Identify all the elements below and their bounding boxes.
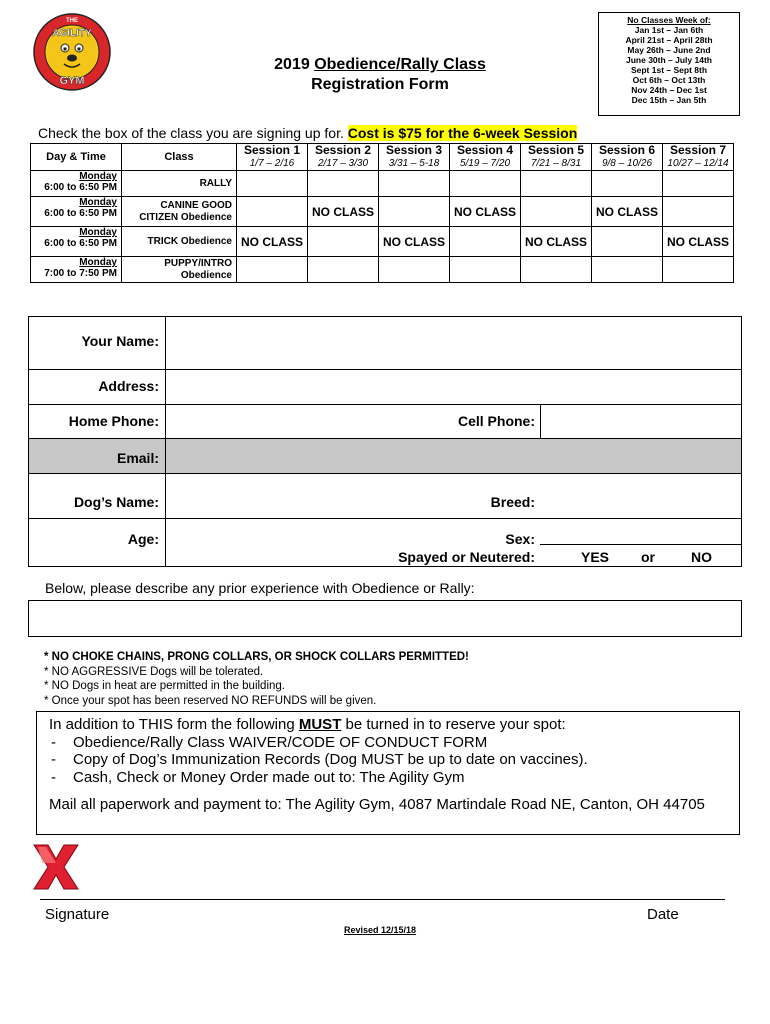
time-label: 6:00 to 6:50 PM xyxy=(44,208,117,219)
session-name: Session 1 xyxy=(243,143,301,157)
session-header-7 xyxy=(663,144,734,171)
address-field[interactable] xyxy=(166,370,741,404)
session-name: Session 5 xyxy=(527,143,585,157)
day-time-header: Day & Time xyxy=(31,144,122,171)
class-name-2: Obedience xyxy=(180,269,232,281)
time-label: 6:00 to 6:50 PM xyxy=(44,238,117,249)
session-checkbox-cell[interactable] xyxy=(308,171,379,197)
schedule-row-rally xyxy=(31,171,734,197)
session-checkbox-cell[interactable] xyxy=(308,227,379,257)
session-checkbox-cell[interactable] xyxy=(379,171,450,197)
session-name: Session 6 xyxy=(598,143,656,157)
logo-main-text: AGILITY xyxy=(52,28,92,39)
your-name-label: Your Name: xyxy=(81,333,159,349)
session-name: Session 7 xyxy=(669,143,727,157)
session-checkbox-cell[interactable] xyxy=(592,227,663,257)
session-header-6 xyxy=(592,144,663,171)
session-header-1 xyxy=(237,144,308,171)
session-checkbox-cell[interactable] xyxy=(379,257,450,283)
session-checkbox-cell[interactable] xyxy=(450,227,521,257)
session-header-4 xyxy=(450,144,521,171)
session-checkbox-cell[interactable] xyxy=(521,257,592,283)
closure-date: May 26th – June 2nd xyxy=(627,45,711,55)
instructions xyxy=(38,125,577,141)
schedule-row-puppy xyxy=(31,257,734,283)
session-checkbox-cell[interactable] xyxy=(450,171,521,197)
closure-date: Nov 24th – Dec 1st xyxy=(631,85,707,95)
no-class-cell: NO CLASS xyxy=(379,227,450,257)
session-dates: 7/21 – 8/31 xyxy=(530,158,582,169)
rules-list xyxy=(44,650,469,708)
cell-phone-label: Cell Phone: xyxy=(457,413,535,429)
class-header: Class xyxy=(122,144,237,171)
page-title xyxy=(230,55,530,95)
agility-gym-logo xyxy=(32,12,112,92)
age-label: Age: xyxy=(127,531,159,547)
experience-field[interactable] xyxy=(28,600,742,637)
rule-item: * NO AGGRESSIVE Dogs will be tolerated. xyxy=(44,665,264,678)
session-checkbox-cell[interactable] xyxy=(379,197,450,227)
session-dates: 3/31 – 5-18 xyxy=(388,158,440,169)
schedule-table xyxy=(30,143,734,283)
mail-instructions: Mail all paperwork and payment to: The Agility Gym, 4087 Martindale Road NE, Canton, OH 44705 xyxy=(49,796,705,813)
closure-date: Jan 1st – Jan 6th xyxy=(634,25,704,35)
session-name: Session 2 xyxy=(314,143,372,157)
email-field[interactable] xyxy=(166,439,741,473)
rule-item: * NO Dogs in heat are permitted in the building. xyxy=(44,680,285,692)
requirements-box xyxy=(36,711,740,835)
requirement-item: - Obedience/Rally Class WAIVER/CODE OF CONDUCT FORM xyxy=(73,734,739,752)
requirement-item: - Cash, Check or Money Order made out to: The Agility Gym xyxy=(73,769,739,787)
session-checkbox-cell[interactable] xyxy=(237,171,308,197)
session-checkbox-cell[interactable] xyxy=(592,171,663,197)
session-dates: 9/8 – 10/26 xyxy=(601,158,653,169)
no-class-cell: NO CLASS xyxy=(450,197,521,227)
time-label: 6:00 to 6:50 PM xyxy=(44,182,117,193)
your-name-field[interactable] xyxy=(166,317,741,369)
session-checkbox-cell[interactable] xyxy=(663,197,734,227)
schedule-row-trick xyxy=(31,227,734,257)
requirements-list xyxy=(49,734,739,787)
session-dates: 5/19 – 7/20 xyxy=(459,158,511,169)
session-dates: 2/17 – 3/30 xyxy=(317,158,369,169)
title-line2: Registration Form xyxy=(311,76,449,93)
must-emphasis: MUST xyxy=(298,716,342,733)
no-class-cell: NO CLASS xyxy=(592,197,663,227)
email-label: Email: xyxy=(116,450,159,466)
session-header-3 xyxy=(379,144,450,171)
closure-date: June 30th – July 14th xyxy=(626,55,712,65)
session-checkbox-cell[interactable] xyxy=(237,197,308,227)
no-class-cell: NO CLASS xyxy=(308,197,379,227)
class-name: TRICK Obedience xyxy=(147,235,232,247)
rule-item: * Once your spot has been reserved NO REFUNDS will be given. xyxy=(44,694,377,707)
class-cell xyxy=(122,257,237,283)
breed-field[interactable] xyxy=(541,474,741,518)
no-class-cell: NO CLASS xyxy=(521,227,592,257)
session-checkbox-cell[interactable] xyxy=(521,171,592,197)
sex-field[interactable] xyxy=(541,519,741,543)
date-label: Date xyxy=(647,906,679,923)
session-checkbox-cell[interactable] xyxy=(521,197,592,227)
session-header-5 xyxy=(521,144,592,171)
intro-text: In addition to THIS form the following xyxy=(49,716,299,733)
time-label: 7:00 to 7:50 PM xyxy=(44,268,117,279)
session-checkbox-cell[interactable] xyxy=(663,257,734,283)
class-name: CANINE GOOD xyxy=(160,199,232,211)
spayed-no-option[interactable]: NO xyxy=(691,549,712,565)
logo-top-text: THE xyxy=(66,18,78,24)
class-name: PUPPY/INTRO xyxy=(164,257,232,269)
session-checkbox-cell[interactable] xyxy=(592,257,663,283)
day-time-cell xyxy=(31,197,122,227)
class-cell xyxy=(122,197,237,227)
no-class-cell: NO CLASS xyxy=(663,227,734,257)
rule-item: * NO CHOKE CHAINS, PRONG COLLARS, OR SHOCK COLLARS PERMITTED! xyxy=(44,651,469,663)
session-dates: 1/7 – 2/16 xyxy=(249,158,295,169)
address-label: Address: xyxy=(98,378,159,394)
signature-line[interactable] xyxy=(40,899,725,900)
schedule-header-row xyxy=(31,144,734,171)
requirement-item: - Copy of Dog’s Immunization Records (Dog MUST be up to date on vaccines). xyxy=(73,751,739,769)
closure-date: Oct 6th – Oct 13th xyxy=(632,75,706,85)
session-checkbox-cell[interactable] xyxy=(237,257,308,283)
day-label: Monday xyxy=(79,257,117,268)
session-checkbox-cell[interactable] xyxy=(663,171,734,197)
instructions-text: Check the box of the class you are signing up for. xyxy=(38,125,348,141)
day-time-cell xyxy=(31,257,122,283)
day-label: Monday xyxy=(79,171,117,182)
day-label: Monday xyxy=(79,197,117,208)
closure-date: Sept 1st – Sept 8th xyxy=(630,65,708,75)
revision-note: Revised 12/15/18 xyxy=(344,925,417,935)
registration-form xyxy=(28,316,742,567)
session-header-2 xyxy=(308,144,379,171)
title-year: 2019 xyxy=(274,56,315,73)
home-phone-field[interactable] xyxy=(166,405,426,438)
signature-label: Signature xyxy=(45,906,110,923)
day-time-cell xyxy=(31,171,122,197)
spayed-or-text: or xyxy=(641,549,655,565)
experience-label: Below, please describe any prior experience with Obedience or Rally: xyxy=(45,580,475,596)
session-dates: 10/27 – 12/14 xyxy=(667,158,729,169)
requirements-intro xyxy=(49,716,739,734)
closure-date: April 21st – April 28th xyxy=(625,35,713,45)
spayed-yes-option[interactable]: YES xyxy=(581,549,610,565)
spayed-label: Spayed or Neutered: xyxy=(398,549,535,565)
no-classes-heading: No Classes Week of: xyxy=(627,15,711,25)
class-name-2: CITIZEN Obedience xyxy=(139,211,232,223)
class-name: RALLY xyxy=(199,177,232,189)
session-checkbox-cell[interactable] xyxy=(450,257,521,283)
day-time-cell xyxy=(31,227,122,257)
no-classes-box xyxy=(598,12,740,116)
class-cell xyxy=(122,171,237,197)
closure-date: Dec 15th – Jan 5th xyxy=(631,95,707,105)
sex-label: Sex: xyxy=(505,531,535,547)
home-phone-label: Home Phone: xyxy=(68,413,159,429)
sign-here-x-icon xyxy=(30,843,82,891)
class-cell xyxy=(122,227,237,257)
cell-phone-field[interactable] xyxy=(541,405,741,438)
title-class-name: Obedience/Rally Class xyxy=(314,56,486,73)
intro-text-end: be turned in to reserve your spot: xyxy=(341,716,566,733)
schedule-row-cgc xyxy=(31,197,734,227)
spayed-divider xyxy=(540,544,741,545)
session-checkbox-cell[interactable] xyxy=(308,257,379,283)
no-class-cell: NO CLASS xyxy=(237,227,308,257)
session-name: Session 4 xyxy=(456,143,514,157)
session-name: Session 3 xyxy=(385,143,443,157)
dogs-name-label: Dog’s Name: xyxy=(73,494,159,510)
breed-label: Breed: xyxy=(490,494,535,510)
cost-highlight: Cost is $75 for the 6-week Session xyxy=(347,125,578,141)
logo-bottom-text: GYM xyxy=(59,75,85,87)
day-label: Monday xyxy=(79,227,117,238)
